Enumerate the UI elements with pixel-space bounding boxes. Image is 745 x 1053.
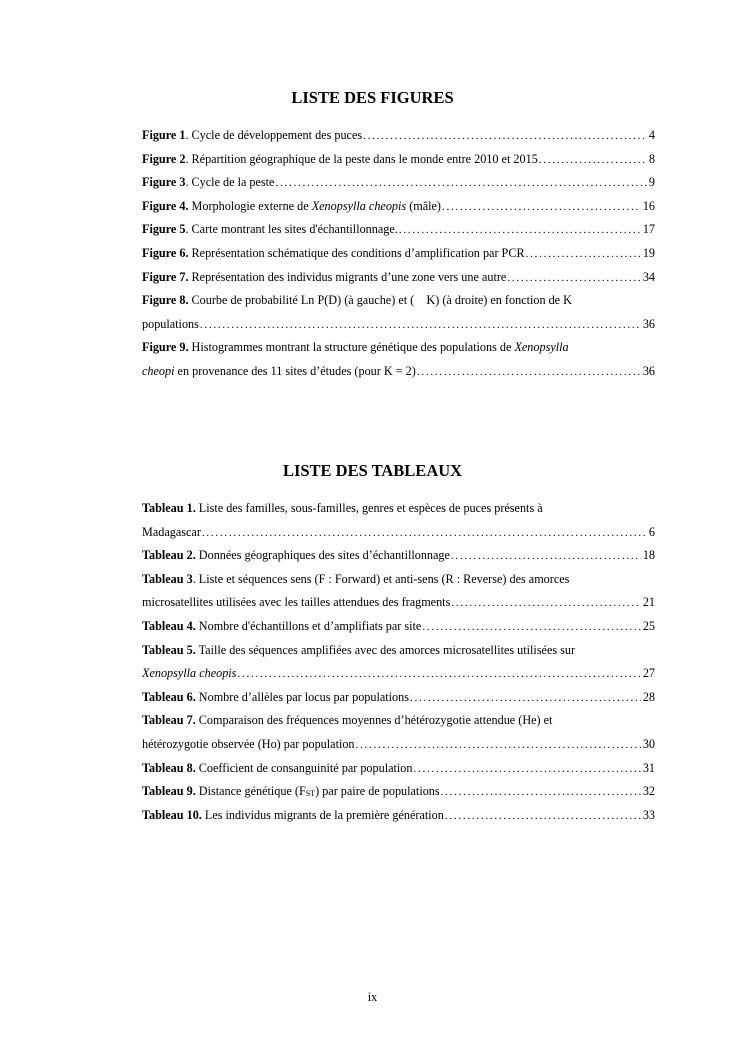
- toc-entry-table-5[interactable]: Tableau 5. Taille des séquences amplifiées avec des amorces microsatellites utilisées sur: [142, 642, 576, 657]
- page-ref: 27: [642, 666, 655, 681]
- toc-entry-table-9[interactable]: Tableau 9. Distance génétique $(F_{ST})$ par paire de populations . . . 32: [142, 780, 655, 804]
- toc-entry-figure-9-cont[interactable]: cheopi en provenance des 11 sites d’études (pour K = 2) . . . 36: [142, 360, 655, 384]
- page-ref: 17: [642, 222, 655, 237]
- page-ref: 34: [642, 269, 655, 284]
- toc-entry-table-3-cont[interactable]: microsatellites utilisées avec les tailles attendues des fragments . . . 21: [142, 591, 655, 615]
- toc-entry-figure-3[interactable]: Figure 3. Cycle de la peste . . . 9: [142, 171, 655, 195]
- figures-heading: LISTE DES FIGURES: [291, 88, 454, 107]
- toc-entry-table-8[interactable]: Tableau 8. Coefficient de consanguinité par population . . . 31: [142, 757, 655, 781]
- page-ref: 8: [648, 151, 655, 166]
- page-ref: 28: [642, 689, 655, 704]
- toc-entry-table-3[interactable]: Tableau 3. Liste et séquences sens (F : Forward) et anti-sens (R : Reverse) des amorces: [142, 571, 570, 586]
- page-ref: 21: [642, 595, 655, 610]
- toc-entry-table-4[interactable]: Tableau 4. Nombre d'échantillons et d’amplifiats par site . . . 25: [142, 615, 655, 639]
- page-ref: 6: [648, 524, 655, 539]
- toc-entry-table-10[interactable]: Tableau 10. Les individus migrants de la première génération . . . 33: [142, 804, 655, 828]
- page-ref: 9: [648, 175, 655, 190]
- figures-list: [142, 124, 655, 384]
- toc-entry-figure-8[interactable]: Figure 8. Courbe de probabilité Ln P(D) (à gauche) et ( K) (à droite) en fonction de K: [142, 293, 572, 308]
- toc-entry-figure-5[interactable]: Figure 5. Carte montrant les sites d'échantillonnage. . . . 17: [142, 218, 655, 242]
- page-ref: 36: [642, 363, 655, 378]
- toc-entry-table-6[interactable]: Tableau 6. Nombre d’allèles par locus par populations . . . 28: [142, 686, 655, 710]
- toc-entry-figure-9[interactable]: Figure 9. Histogrammes montrant la structure génétique des populations de Xenopsylla: [142, 340, 569, 355]
- toc-entry-table-1[interactable]: Tableau 1. Liste des familles, sous-familles, genres et espèces de puces présents à: [142, 501, 543, 515]
- page-ref: 19: [642, 245, 655, 260]
- page-ref: 16: [642, 198, 655, 213]
- toc-entry-table-7-cont[interactable]: hétérozygotie observée (Ho) par population . . . 30: [142, 733, 655, 757]
- toc-entry-table-7[interactable]: Tableau 7. Comparaison des fréquences moyennes d’hétérozygotie attendue (He) et: [142, 713, 553, 728]
- toc-entry-figure-4[interactable]: Figure 4. Morphologie externe de Xenopsylla cheopis (mâle) . . . 16: [142, 195, 655, 219]
- toc-entry-figure-1[interactable]: Figure 1. Cycle de développement des puces . . . 4: [142, 124, 655, 148]
- toc-entry-table-1-cont[interactable]: Madagascar . . . 6: [142, 521, 655, 545]
- page-number: ix: [367, 990, 378, 1004]
- page-ref: 33: [642, 807, 655, 822]
- toc-entry-table-5-cont[interactable]: Xenopsylla cheopis . . . 27: [142, 662, 655, 686]
- toc-entry-figure-2[interactable]: Figure 2. Répartition géographique de la peste dans le monde entre 2010 et 2015 . . . 8: [142, 148, 655, 172]
- toc-entry-figure-7[interactable]: Figure 7. Représentation des individus migrants d’une zone vers une autre . . . 34: [142, 266, 655, 290]
- toc-entry-figure-8-cont[interactable]: populations . . . 36: [142, 313, 655, 337]
- page-ref: 32: [642, 784, 655, 799]
- toc-entry-table-2[interactable]: Tableau 2. Données géographiques des sites d’échantillonnage . . . 18: [142, 544, 655, 568]
- page-ref: 30: [642, 736, 655, 751]
- tables-heading: LISTE DES TABLEAUX: [282, 461, 463, 480]
- page-ref: 31: [642, 760, 655, 775]
- page-ref: 18: [642, 548, 655, 563]
- page-ref: 25: [642, 618, 655, 633]
- tables-list: [142, 497, 655, 827]
- page-ref: 36: [642, 316, 655, 331]
- toc-entry-figure-6[interactable]: Figure 6. Représentation schématique des conditions d’amplification par PCR . . . 19: [142, 242, 655, 266]
- page-ref: 4: [648, 128, 655, 142]
